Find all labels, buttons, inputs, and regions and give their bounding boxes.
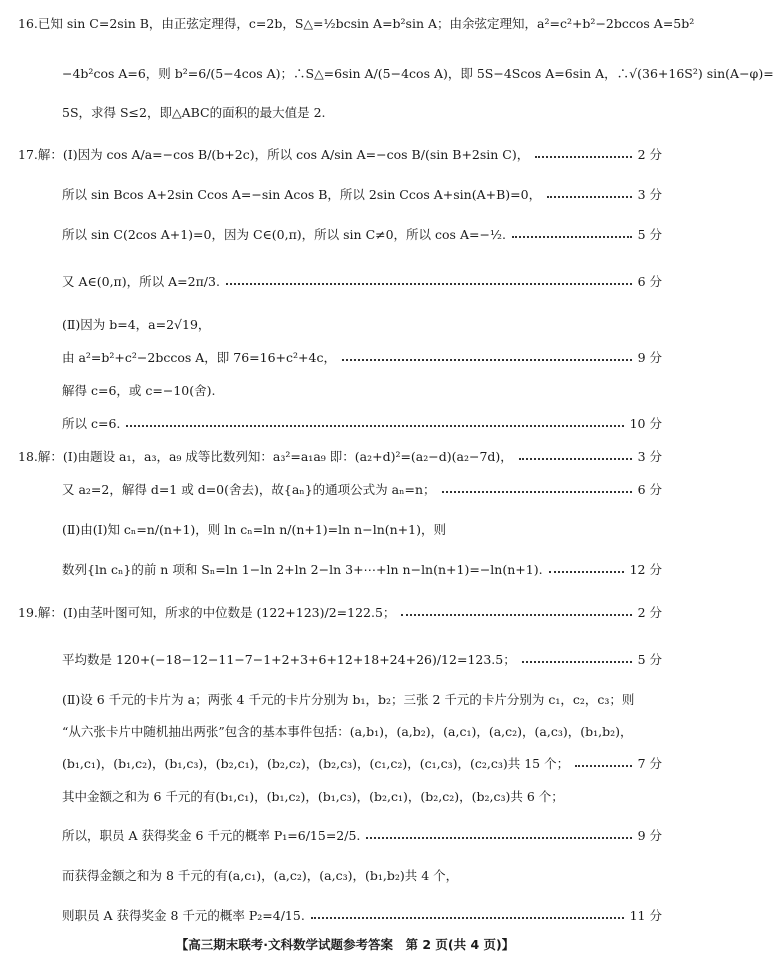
score-label: 7 分 (637, 756, 662, 771)
score-label: 2 分 (637, 605, 662, 620)
score-label: 5 分 (637, 652, 662, 667)
line-q18-2: 又 a₂=2，解得 d=1 或 d=0(舍去)，故{aₙ}的通项公式为 aₙ=n； 6 分 (62, 482, 662, 497)
line-q19-5: (b₁,c₁)，(b₁,c₂)，(b₁,c₃)，(b₂,c₁)，(b₂,c₂)，(b₂,c₃)，(c₁,c₂)，(c₁,c₃)，(c₂,c₃)共 15 个； 7 分 (62, 756, 662, 771)
dot-leader (549, 571, 624, 573)
line-q19-2: 平均数是 120+(−18−12−11−7−1+2+3+6+12+18+24+26)/12=123.5； 5 分 (62, 652, 662, 667)
line-q19-9: 则职员 A 获得奖金 8 千元的概率 P₂=4/15. 11 分 (62, 908, 662, 923)
line-q18-4: 数列{ln cₙ}的前 n 项和 Sₙ=ln 1−ln 2+ln 2−ln 3+⋯+ln n−ln(n+1)=−ln(n+1). 12 分 (62, 562, 662, 577)
line-q17-7: 解得 c=6，或 c=−10(舍). (62, 383, 216, 398)
line-q19-8: 而获得金额之和为 8 千元的有(a,c₁)，(a,c₂)，(a,c₃)，(b₁,b₂)共 4 个， (62, 868, 459, 883)
dot-leader (311, 917, 624, 919)
line-q16-3: 5S，求得 S≤2，即△ABC的面积的最大值是 2. (62, 105, 326, 120)
dot-leader (366, 837, 631, 839)
score-label: 9 分 (637, 350, 662, 365)
line-q17-6: 由 a²=b²+c²−2bccos A，即 76=16+c²+4c， 9 分 (62, 350, 662, 365)
dot-leader (512, 236, 632, 238)
line-q18-1: 18.解：(Ⅰ)由题设 a₁，a₃，a₉ 成等比数列知：a₃²=a₁a₉ 即：(a₂+d)²=(a₂−d)(a₂−7d)， 3 分 (18, 449, 662, 464)
line-q17-4: 又 A∈(0,π)，所以 A=2π/3. 6 分 (62, 274, 662, 289)
dot-leader (226, 283, 632, 285)
dot-leader (401, 614, 631, 616)
dot-leader (535, 156, 631, 158)
dot-leader (126, 425, 623, 427)
line-q19-4: “从六张卡片中随机抽出两张”包含的基本事件包括：(a,b₁)，(a,b₂)，(a,c₁)，(a,c₂)，(a,c₃)，(b₁,b₂)， (62, 724, 633, 739)
dot-leader (519, 458, 632, 460)
line-q19-1: 19.解：(Ⅰ)由茎叶图可知，所求的中位数是 (122+123)/2=122.5； 2 分 (18, 605, 662, 620)
line-q16-2: −4b²cos A=6，则 b²=6/(5−4cos A)；∴S△=6sin A/(5−4cos A)，即 5S−4Scos A=6sin A，∴√(36+16S²) sin(A−φ)= (62, 66, 774, 81)
line-q17-2: 所以 sin Bcos A+2sin Ccos A=−sin Acos B，所以 2sin Ccos A+sin(A+B)=0， 3 分 (62, 187, 662, 202)
score-label: 2 分 (637, 147, 662, 162)
line-q17-5: (Ⅱ)因为 b=4，a=2√19， (62, 317, 211, 332)
dot-leader (575, 765, 631, 767)
line-q16-1: 16.已知 sin C=2sin B，由正弦定理得，c=2b，S△=½bcsin A=b²sin A；由余弦定理知，a²=c²+b²−2bccos A=5b² (18, 16, 695, 31)
dot-leader (522, 661, 632, 663)
line-q17-8: 所以 c=6. 10 分 (62, 416, 662, 431)
score-label: 12 分 (629, 562, 662, 577)
score-label: 11 分 (629, 908, 662, 923)
score-label: 10 分 (629, 416, 662, 431)
score-label: 6 分 (637, 482, 662, 497)
dot-leader (342, 359, 632, 361)
score-label: 5 分 (637, 227, 662, 242)
line-q18-3: (Ⅱ)由(Ⅰ)知 cₙ=n/(n+1)，则 ln cₙ=ln n/(n+1)=ln n−ln(n+1)，则 (62, 522, 446, 537)
line-q19-6: 其中金额之和为 6 千元的有(b₁,c₁)，(b₁,c₂)，(b₁,c₃)，(b₂,c₁)，(b₂,c₂)，(b₂,c₃)共 6 个； (62, 789, 564, 804)
score-label: 3 分 (637, 187, 662, 202)
dot-leader (442, 491, 632, 493)
line-q17-3: 所以 sin C(2cos A+1)=0，因为 C∈(0,π)，所以 sin C≠0，所以 cos A=−½. 5 分 (62, 227, 662, 242)
score-label: 3 分 (637, 449, 662, 464)
score-label: 6 分 (637, 274, 662, 289)
line-q19-7: 所以，职员 A 获得奖金 6 千元的概率 P₁=6/15=2/5. 9 分 (62, 828, 662, 843)
score-label: 9 分 (637, 828, 662, 843)
line-q19-3: (Ⅱ)设 6 千元的卡片为 a；两张 4 千元的卡片分别为 b₁，b₂；三张 2 千元的卡片分别为 c₁，c₂，c₃；则 (62, 692, 635, 707)
page-footer: 【高三期末联考·文科数学试题参考答案 第 2 页(共 4 页)】 (175, 937, 515, 952)
line-q17-1: 17.解：(Ⅰ)因为 cos A/a=−cos B/(b+2c)，所以 cos A/sin A=−cos B/(sin B+2sin C)， 2 分 (18, 147, 662, 162)
dot-leader (547, 196, 631, 198)
